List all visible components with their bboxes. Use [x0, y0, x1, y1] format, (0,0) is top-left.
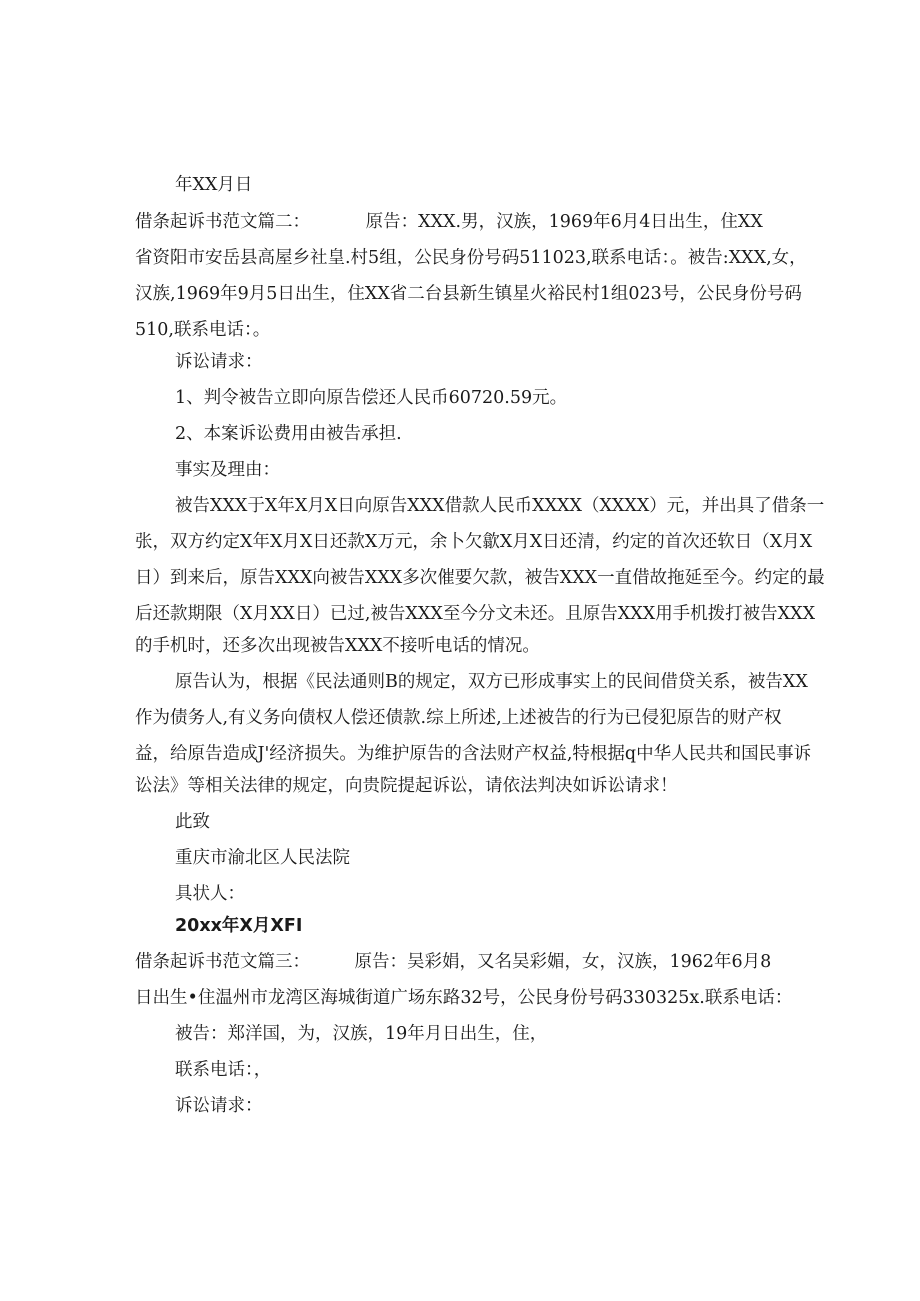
claim-item-2: 2、本案诉讼费用由被告承担. [175, 424, 402, 444]
signature-date: 20xx年X月XFI [175, 916, 303, 936]
section-three-heading: 借条起诉书范文篇三： 原告：吴彩娟，又名吴彩媚，女，汉族，1962年6月8 [135, 952, 772, 972]
court-name: 重庆市渝北区人民法院 [175, 848, 350, 868]
section-two-heading: 借条起诉书范文篇二： 原告：XXX.男，汉族，1969年6月4日出生，住XX [135, 212, 763, 232]
facts-paragraph-line: 的手机时，还多次出现被告XXX不接听电话的情况。 [135, 636, 540, 656]
claim-item-1: 1、判令被告立即向原告偿还人民币60720.59元。 [175, 388, 568, 408]
plaintiff-info-line: 省资阳市安岳县高屋乡社皇.村5组，公民身份号码511023,联系电话：。被告:XXX,女， [135, 248, 807, 268]
defendant-info-line: 被告：郑洋国，为，汉族，19年月日出生，住， [175, 1024, 548, 1044]
reason-paragraph-line: 作为债务人,有义务向债权人偿还债款.综上所述,上述被告的行为已侵犯原告的财产权 [135, 708, 782, 728]
plaintiff-info-line: 日出生•住温州市龙湾区海城街道广场东路32号，公民身份号码330325x.联系电话： [135, 988, 793, 1008]
defendant-info-line: 汉族,1969年9月5日出生，住XX省二台县新生镇星火裕民村1组023号，公民身份号码 [135, 284, 802, 304]
claims-heading: 诉讼请求： [175, 352, 263, 372]
facts-heading: 事实及理由： [175, 460, 280, 480]
reason-paragraph-line: 原告认为，根据《民法通则B的规定，双方已形成事实上的民间借贷关系，被告XX [175, 672, 808, 692]
contact-phone-line: 联系电话：， [175, 1060, 272, 1080]
salutation: 此致 [175, 812, 210, 832]
date-line-1: 年XX月日 [175, 175, 253, 195]
facts-paragraph-line: 被告XXX于X年X月X日向原告XXX借款人民币XXXX（XXXX）元，并出具了借条一 [175, 496, 825, 516]
defendant-info-line-end: 510,联系电话：。 [135, 320, 271, 340]
petitioner-label: 具状人： [175, 884, 245, 904]
reason-paragraph-line: 益，给原告造成J'经济损失。为维护原告的含法财产权益,特根据q中华人民共和国民事诉 [135, 744, 812, 764]
facts-paragraph-line: 张，双方约定X年X月X日还款X万元，余卜欠歙X月X日还清，约定的首次还软日（X月X [135, 532, 813, 552]
facts-paragraph-line: 后还款期限（X月XX日）已过,被告XXX至今分文未还。且原告XXX用手机拨打被告XXX [135, 604, 816, 624]
facts-paragraph-line: 日）到来后，原告XXX向被告XXX多次催要欠款，被告XXX一直借故拖延至今。约定的最 [135, 568, 825, 588]
reason-paragraph-line: 讼法》等相关法律的规定，向贵院提起诉讼，请依法判决如诉讼请求！ [135, 776, 678, 796]
claims-heading: 诉讼请求： [175, 1096, 263, 1116]
